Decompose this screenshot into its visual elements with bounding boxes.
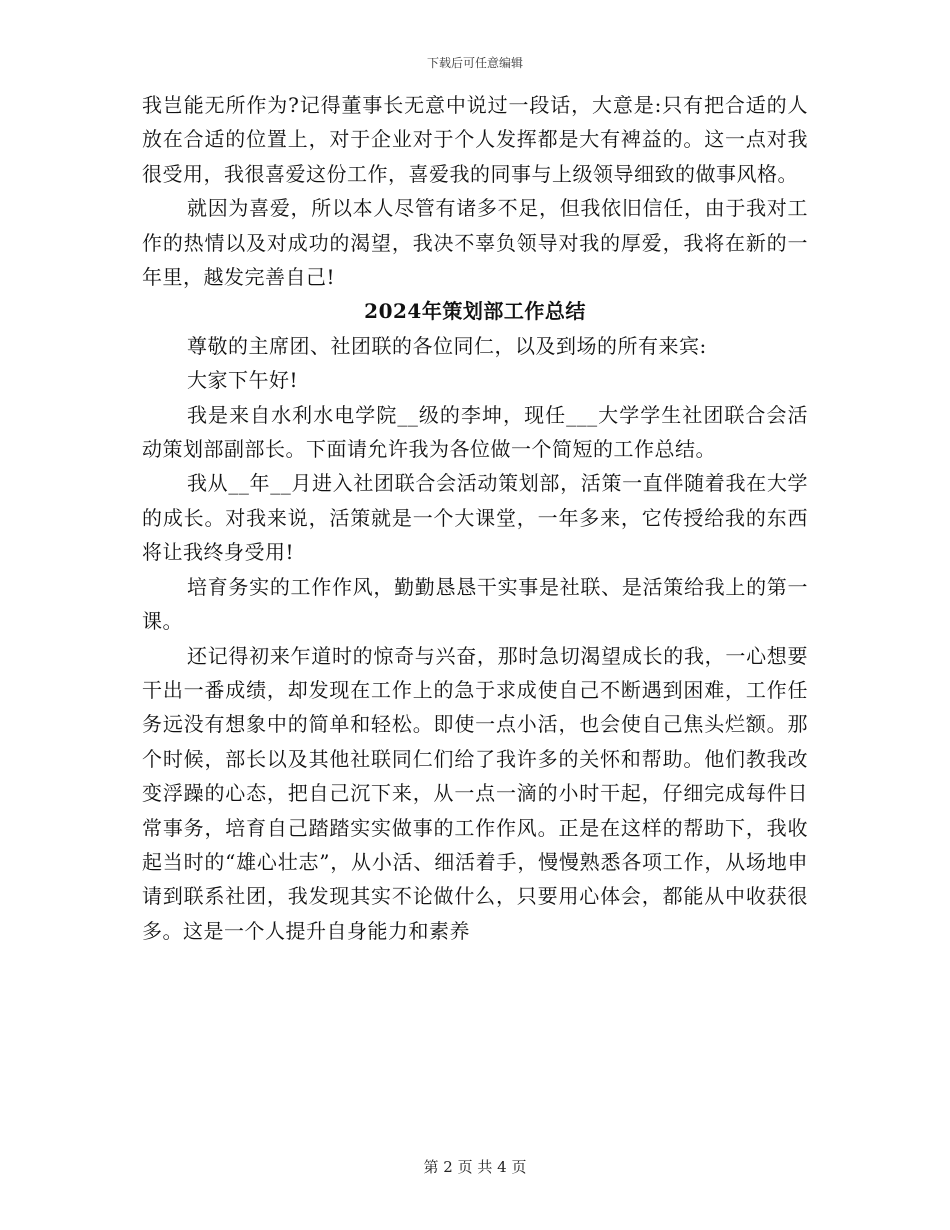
- section-title: 2024年策划部工作总结: [364, 299, 586, 324]
- paragraph-2: 就因为喜爱，所以本人尽管有诸多不足，但我依旧信任，由于我对工作的热情以及对成功的渴望，我决不辜负领导对我的厚爱，我将在新的一年里，越发完善自己!: [142, 196, 808, 290]
- section-paragraph-5: 培育务实的工作作风，勤勤恳恳干实事是社联、是活策给我上的第一课。: [142, 574, 808, 634]
- document-body: [142, 88, 808, 948]
- page-header: 下载后可任意编辑: [426, 56, 523, 70]
- section-paragraph-4: 我从__年__月进入社团联合会活动策划部，活策一直伴随着我在大学的成长。对我来说，活策就是一个大课堂，一年多来，它传授给我的东西将让我终身受用!: [142, 471, 808, 565]
- section-paragraph-1: 尊敬的主席团、社团联的各位同仁，以及到场的所有来宾:: [187, 333, 707, 358]
- paragraph-1: 我岂能无所作为?记得董事长无意中说过一段话，大意是:只有把合适的人放在合适的位置上，对于企业对于个人发挥都是大有裨益的。这一点对我很受用，我很喜爱这份工作，喜爱我的同事与上级领导细致的做事风格。: [142, 93, 808, 186]
- page-number: 第 2 页 共 4 页: [423, 1158, 527, 1176]
- section-paragraph-6: 还记得初来乍道时的惊奇与兴奋，那时急切渴望成长的我，一心想要干出一番成绩，却发现在工作上的急于求成使自己不断遇到困难，工作任务远没有想象中的简单和轻松。即使一点小活，也会使自己焦头烂额。那个时候，部长以及其他社联同仁们给了我许多的关怀和帮助。他们教我改变浮躁的心态，把自己沉下来，从一点一滴的小时干起，仔细完成每件日常事务，培育自己踏踏实实做事的工作作风。正是在这样的帮助下，我收起当时的“雄心壮志”，从小活、细活着手，慢慢熟悉各项工作，从场地申请到联系社团，我发现其实不论做什么，只要用心体会，都能从中收获很多。这是一个人提升自身能力和素养: [142, 643, 808, 943]
- section-paragraph-2: 大家下午好!: [187, 368, 299, 393]
- section-paragraph-3: 我是来自水利水电学院__级的李坤，现任___大学学生社团联合会活动策划部副部长。下面请允许我为各位做一个简短的工作总结。: [142, 402, 808, 462]
